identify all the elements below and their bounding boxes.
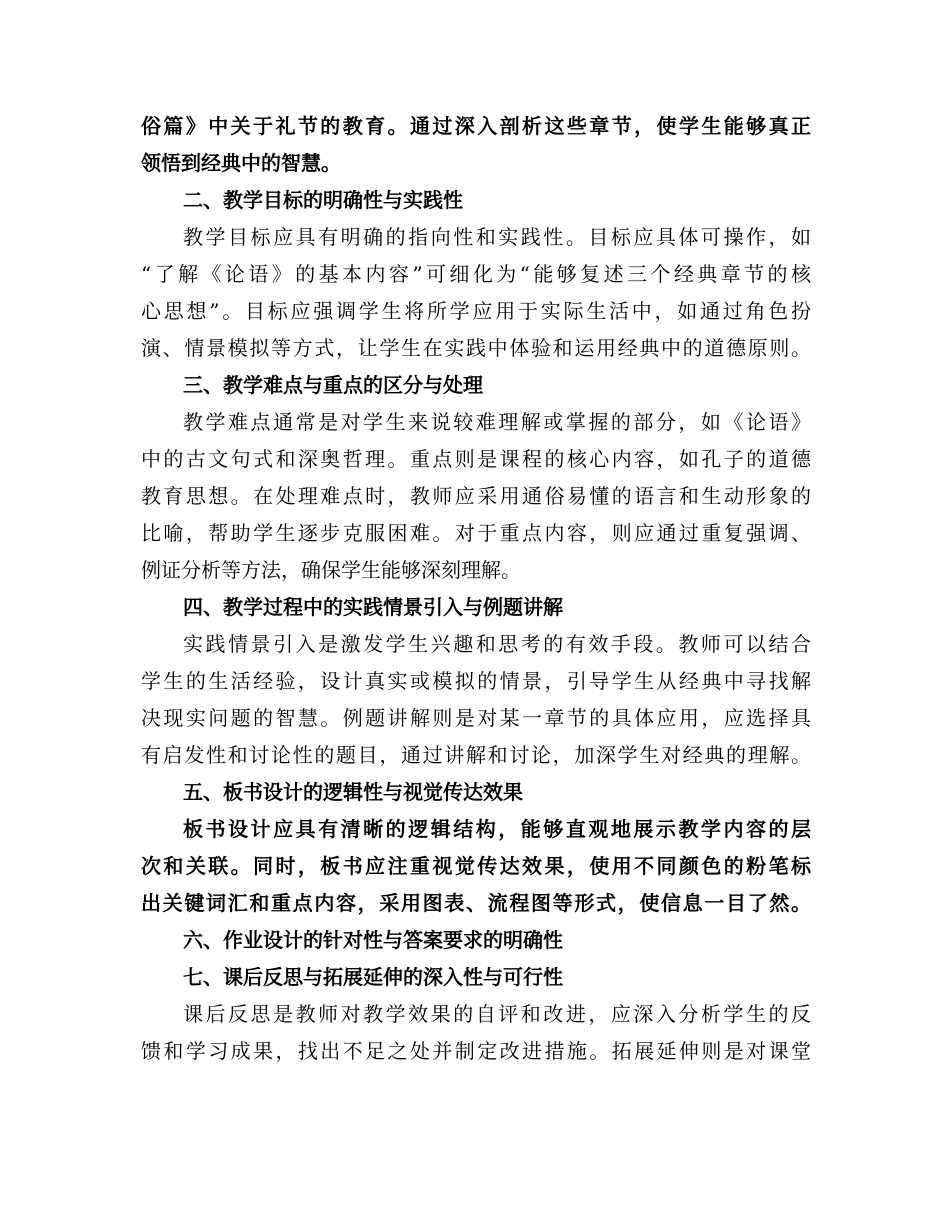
section-heading-4: 四、教学过程中的实践情景引入与例题讲解 bbox=[183, 595, 563, 619]
paragraph-line: “了解《论语》的基本内容”可细化为“能够复述三个经典章节的核 bbox=[141, 262, 811, 286]
section-heading-3: 三、教学难点与重点的区分与处理 bbox=[183, 373, 483, 397]
paragraph-line: 实践情景引入是激发学生兴趣和思考的有效手段。教师可以结合 bbox=[183, 632, 811, 656]
paragraph-line: 馈和学习成果，找出不足之处并制定改进措施。拓展延伸则是对课堂 bbox=[141, 1039, 811, 1063]
paragraph-line: 心思想”。目标应强调学生将所学应用于实际生活中，如通过角色扮 bbox=[141, 299, 811, 323]
paragraph-line: 有启发性和讨论性的题目，通过讲解和讨论，加深学生对经典的理解。 bbox=[141, 743, 811, 767]
paragraph-line: 领悟到经典中的智慧。 bbox=[141, 151, 341, 175]
paragraph-line: 教学难点通常是对学生来说较难理解或掌握的部分，如《论语》 bbox=[183, 410, 811, 434]
section-heading-6: 六、作业设计的针对性与答案要求的明确性 bbox=[183, 928, 563, 952]
paragraph-line: 教育思想。在处理难点时，教师应采用通俗易懂的语言和生动形象的 bbox=[141, 484, 811, 508]
paragraph-line: 课后反思是教师对教学效果的自评和改进，应深入分析学生的反 bbox=[183, 1002, 811, 1026]
paragraph-line: 决现实问题的智慧。例题讲解则是对某一章节的具体应用，应选择具 bbox=[141, 706, 811, 730]
paragraph-line: 比喻，帮助学生逐步克服困难。对于重点内容，则应通过重复强调、 bbox=[141, 521, 811, 545]
paragraph-line: 学生的生活经验，设计真实或模拟的情景，引导学生从经典中寻找解 bbox=[141, 669, 811, 693]
section-heading-7: 七、课后反思与拓展延伸的深入性与可行性 bbox=[183, 965, 563, 989]
paragraph-line: 次和关联。同时，板书应注重视觉传达效果，使用不同颜色的粉笔标 bbox=[141, 854, 811, 878]
paragraph-line: 板书设计应具有清晰的逻辑结构，能够直观地展示教学内容的层 bbox=[183, 817, 811, 841]
paragraph-line: 演、情景模拟等方式，让学生在实践中体验和运用经典中的道德原则。 bbox=[141, 336, 811, 360]
paragraph-line: 例证分析等方法，确保学生能够深刻理解。 bbox=[141, 558, 521, 582]
paragraph-line: 中的古文句式和深奥哲理。重点则是课程的核心内容，如孔子的道德 bbox=[141, 447, 811, 471]
paragraph-line: 教学目标应具有明确的指向性和实践性。目标应具体可操作，如 bbox=[183, 225, 811, 249]
section-heading-2: 二、教学目标的明确性与实践性 bbox=[183, 188, 463, 212]
document-body bbox=[141, 108, 811, 1070]
paragraph-line: 出关键词汇和重点内容，采用图表、流程图等形式，使信息一目了然。 bbox=[141, 891, 811, 915]
section-heading-5: 五、板书设计的逻辑性与视觉传达效果 bbox=[183, 780, 523, 804]
paragraph-line: 俗篇》中关于礼节的教育。通过深入剖析这些章节，使学生能够真正 bbox=[141, 114, 811, 138]
